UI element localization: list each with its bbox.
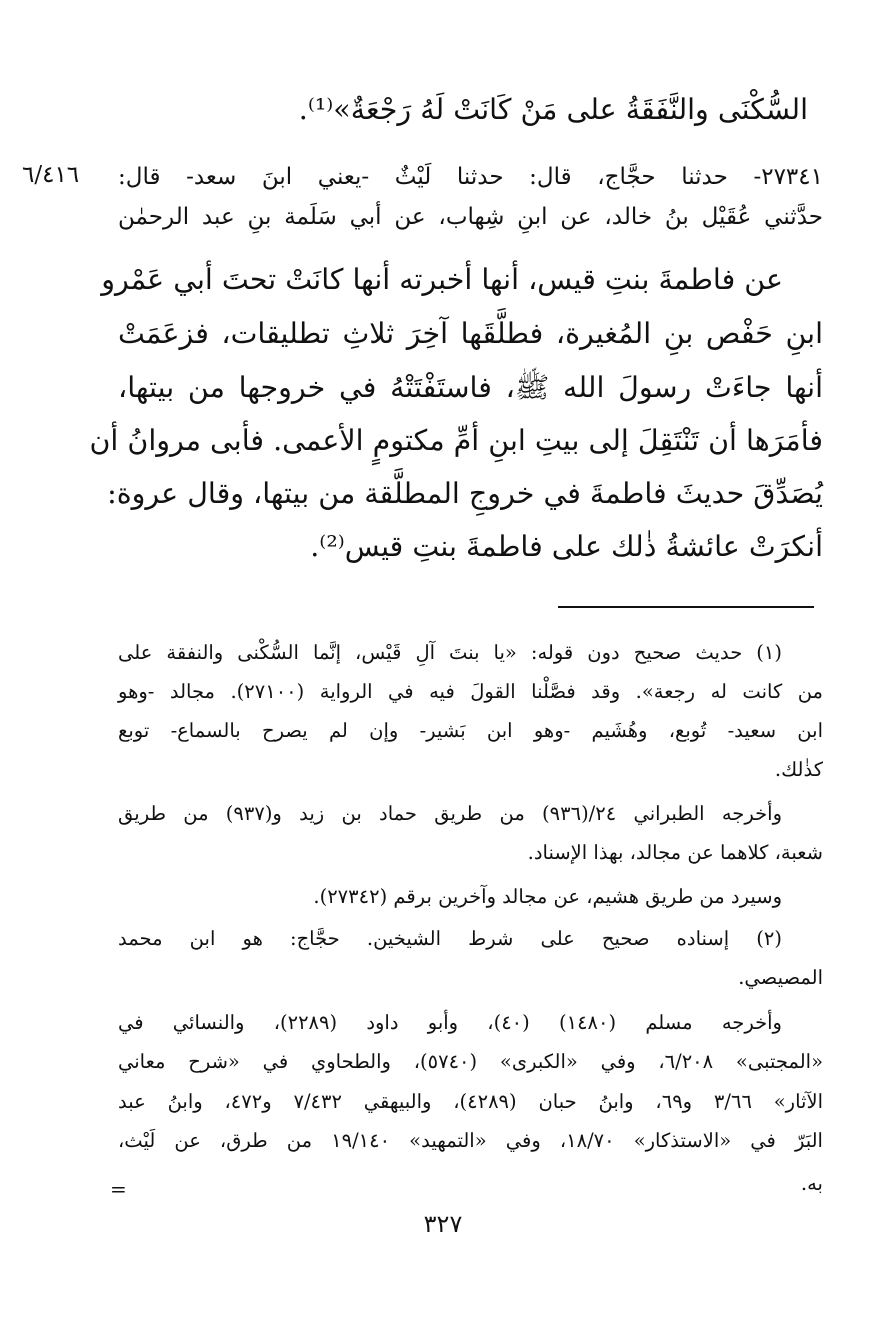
footnote-line: به. xyxy=(800,1172,823,1195)
hadith-body-line: ابنِ حَفْص بنِ المُغيرة، فطلَّقَها آخِرَ ثلاثِ تطليقات، فزعَمَتْ xyxy=(118,317,823,350)
margin-reference: ٦/٤١٦ xyxy=(22,162,80,188)
footnote-line: وسيرد من طريق هشيم، عن مجالد وآخرين برقم (٢٧٣٤٢). xyxy=(313,885,782,908)
footnote-line: البَرّ في «الاستذكار» ١٨/٧٠، وفي «التمهيد» ١٩/١٤٠ من طرق، عن لَيْث، xyxy=(118,1129,823,1152)
footnote-line: وأخرجه مسلم (١٤٨٠) (٤٠)، وأبو داود (٢٢٨٩)، والنسائي في xyxy=(118,1011,782,1034)
top-line: السُّكْنَى والنَّفَقَةُ على مَنْ كَانَتْ لَهُ رَجْعَةٌ»⁽¹⁾. xyxy=(298,93,808,126)
footnote-line: من كانت له رجعة». وقد فصَّلْنا القولَ فيه في الرواية (٢٧١٠٠). مجالد -وهو xyxy=(118,680,824,703)
hadith-body-line: أنها جاءَتْ رسولَ الله ﷺ، فاستَفْتَتْهُ في خروجها من بيتها، xyxy=(118,371,823,404)
footnote-line: كذٰلك. xyxy=(774,758,823,781)
hadith-body-line: أنكرَتْ عائشةُ ذٰلك على فاطمةَ بنتِ قيس⁽²⁾. xyxy=(310,530,823,563)
footnote-line: الآثار» ٣/٦٦ و٦٩، وابنُ حبان (٤٢٨٩)، والبيهقي ٧/٤٣٢ و٤٧٢، وابنُ عبد xyxy=(118,1090,823,1113)
hadith-header-line: حدَّثني عُقَيْل بنُ خالد، عن ابنِ شِهاب، عن أبي سَلَمة بنِ عبد الرحمٰن xyxy=(118,204,823,230)
footnote-separator xyxy=(558,606,814,608)
page-number: ٣٢٧ xyxy=(423,1210,463,1238)
footnote-line: ابن سعيد- تُوبع، وهُشَيم -وهو ابن بَشير- وإن لم يصرح بالسماع- توبع xyxy=(118,719,823,742)
footnote-line: «المجتبى» ٦/٢٠٨، وفي «الكبرى» (٥٧٤٠)، والطحاوي في «شرح معاني xyxy=(118,1050,823,1073)
hadith-body-line: عن فاطمةَ بنتِ قيس، أنها أخبرته أنها كانَتْ تحتَ أبي عَمْرو xyxy=(101,263,783,296)
footnote-line: (٢) إسناده صحيح على شرط الشيخين. حجَّاج: هو ابن محمد xyxy=(118,927,782,950)
footnote-line: (١) حديث صحيح دون قوله: «يا بنتَ آلِ قَيْس، إنَّما السُّكْنى والنفقة على xyxy=(118,641,782,664)
hadith-body-line: يُصَدِّقَ حديثَ فاطمةَ في خروجِ المطلَّقة من بيتها، وقال عروة: xyxy=(107,477,823,510)
continuation-mark: = xyxy=(110,1177,127,1201)
hadith-body-line: فأمَرَها أن تَنْتَقِلَ إلى بيتِ ابنِ أمِّ مكتومٍ الأعمى. فأبى مروانُ أن xyxy=(89,424,823,457)
footnote-line: وأخرجه الطبراني ٢٤/(٩٣٦) من طريق حماد بن زيد و(٩٣٧) من طريق xyxy=(118,802,782,825)
footnote-line: شعبة، كلاهما عن مجالد، بهذا الإسناد. xyxy=(527,841,823,864)
footnote-line: المصيصي. xyxy=(738,966,823,989)
hadith-header-line: ٢٧٣٤١- حدثنا حجَّاج، قال: حدثنا لَيْثٌ -يعني ابنَ سعد- قال: xyxy=(118,164,823,190)
